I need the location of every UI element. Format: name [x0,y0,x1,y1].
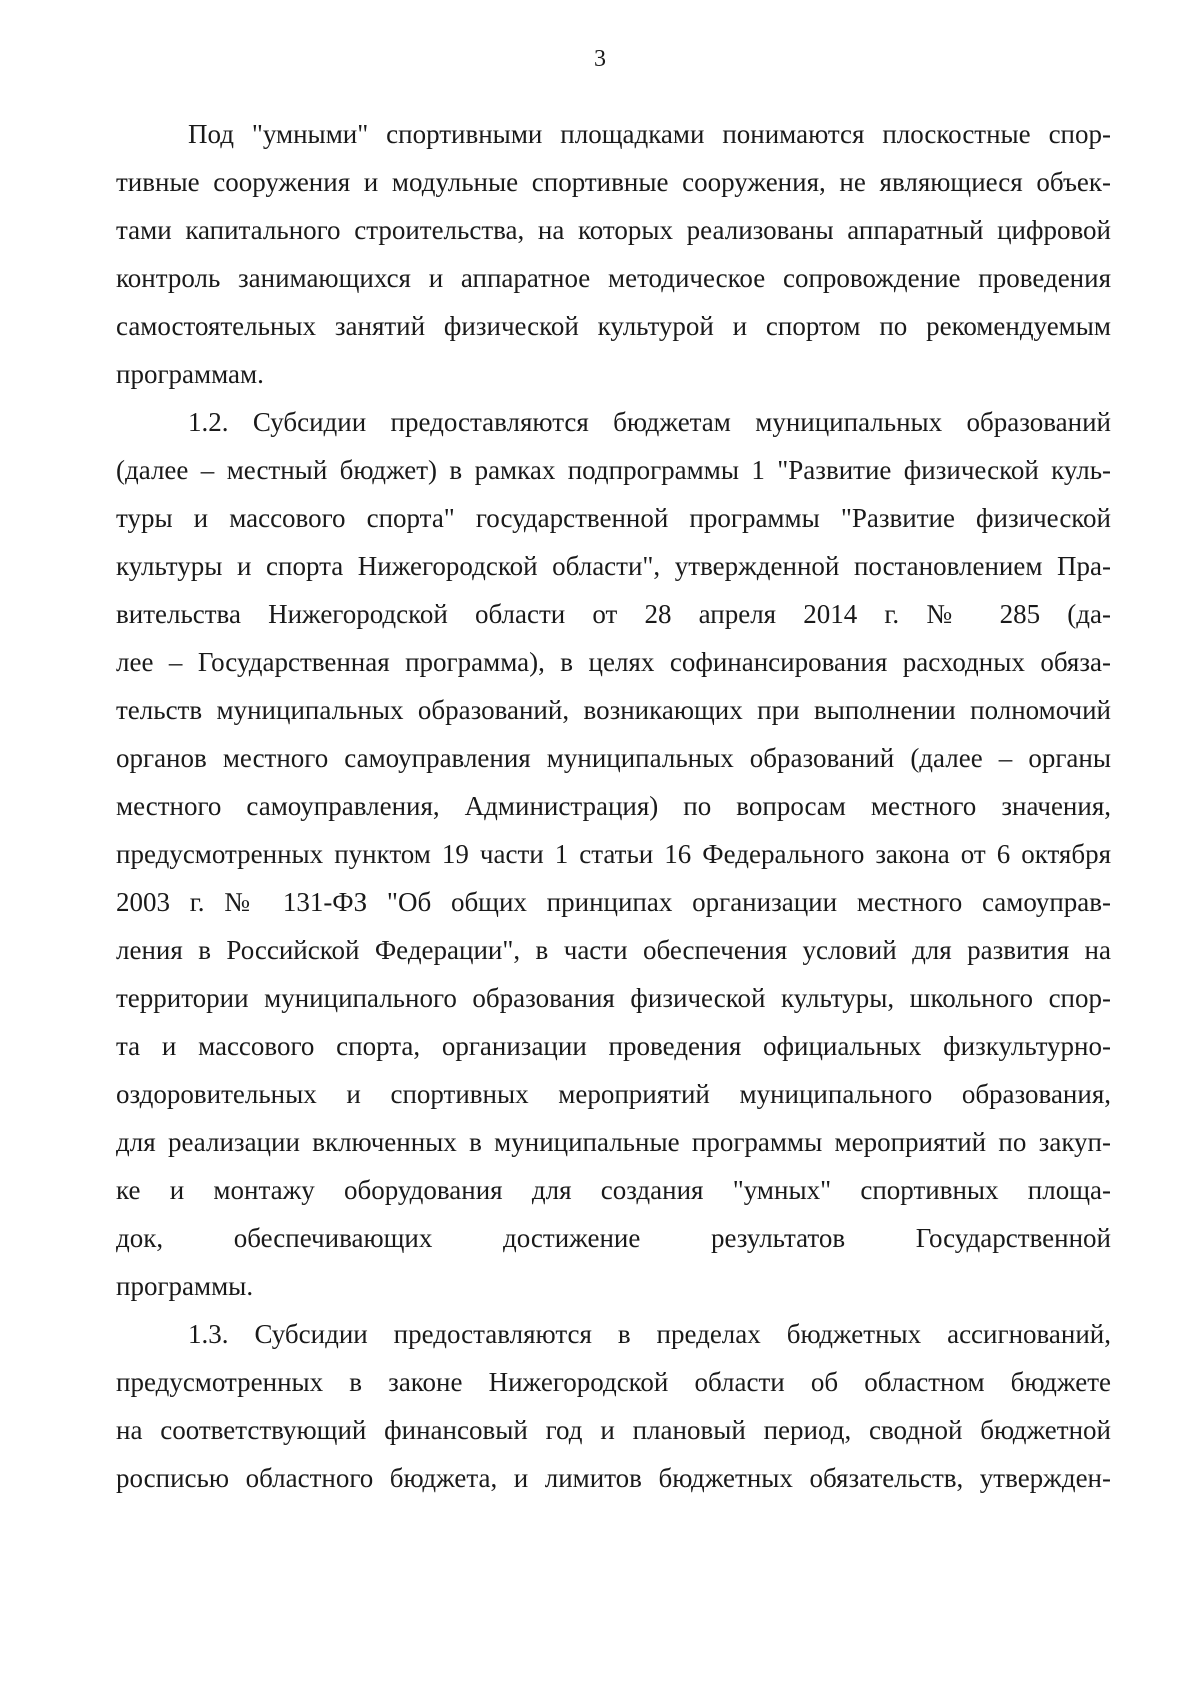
text-line: туры и массового спорта" государственной программы "Развитие физической [116,503,1111,533]
text-line: самостоятельных занятий физической культурой и спортом по рекомендуемым [116,311,1111,341]
page-number: 3 [594,46,606,72]
text-line: тивные сооружения и модульные спортивные сооружения, не являющиеся объек- [116,167,1111,197]
text-line: оздоровительных и спортивных мероприятий муниципального образования, [116,1079,1111,1109]
text-line: культуры и спорта Нижегородской области", утвержденной постановлением Пра- [116,551,1111,581]
text-line: росписью областного бюджета, и лимитов бюджетных обязательств, утвержден- [116,1463,1111,1493]
text-line: док, обеспечивающих достижение результатов Государственной [116,1223,1111,1253]
text-line: 2003 г. № 131-ФЗ "Об общих принципах организации местного самоуправ- [116,887,1111,917]
text-line: контроль занимающихся и аппаратное методическое сопровождение проведения [116,263,1111,293]
paragraph-smart-sports-grounds-definition [116,110,1111,398]
text-line: та и массового спорта, организации проведения официальных физкультурно- [116,1031,1111,1061]
text-line: на соответствующий финансовый год и плановый период, сводной бюджетной [116,1415,1111,1445]
paragraph-1-3 [116,1310,1111,1502]
document-body [116,110,1111,1502]
text-line: программам. [116,359,264,389]
text-line: тельств муниципальных образований, возникающих при выполнении полномочий [116,695,1111,725]
text-line: программы. [116,1271,254,1301]
text-line: 1.3. Субсидии предоставляются в пределах бюджетных ассигнований, [188,1319,1111,1349]
text-line: лее – Государственная программа), в целях софинансирования расходных обяза- [116,647,1111,677]
text-line: предусмотренных в законе Нижегородской области об областном бюджете [116,1367,1111,1397]
text-line: для реализации включенных в муниципальные программы мероприятий по закуп- [116,1127,1111,1157]
text-line: ке и монтажу оборудования для создания "умных" спортивных площа- [116,1175,1111,1205]
text-line: вительства Нижегородской области от 28 апреля 2014 г. № 285 (да- [116,599,1111,629]
text-line: (далее – местный бюджет) в рамках подпрограммы 1 "Развитие физической куль- [116,455,1111,485]
text-line: 1.2. Субсидии предоставляются бюджетам муниципальных образований [188,407,1111,437]
text-line: Под "умными" спортивными площадками понимаются плоскостные спор- [188,119,1111,149]
text-line: территории муниципального образования физической культуры, школьного спор- [116,983,1111,1013]
text-line: органов местного самоуправления муниципальных образований (далее – органы [116,743,1111,773]
text-line: предусмотренных пунктом 19 части 1 статьи 16 Федерального закона от 6 октября [116,839,1111,869]
text-line: ления в Российской Федерации", в части обеспечения условий для развития на [116,935,1111,965]
text-line: местного самоуправления, Администрация) по вопросам местного значения, [116,791,1111,821]
text-line: тами капитального строительства, на которых реализованы аппаратный цифровой [116,215,1111,245]
paragraph-1-2 [116,398,1111,1310]
